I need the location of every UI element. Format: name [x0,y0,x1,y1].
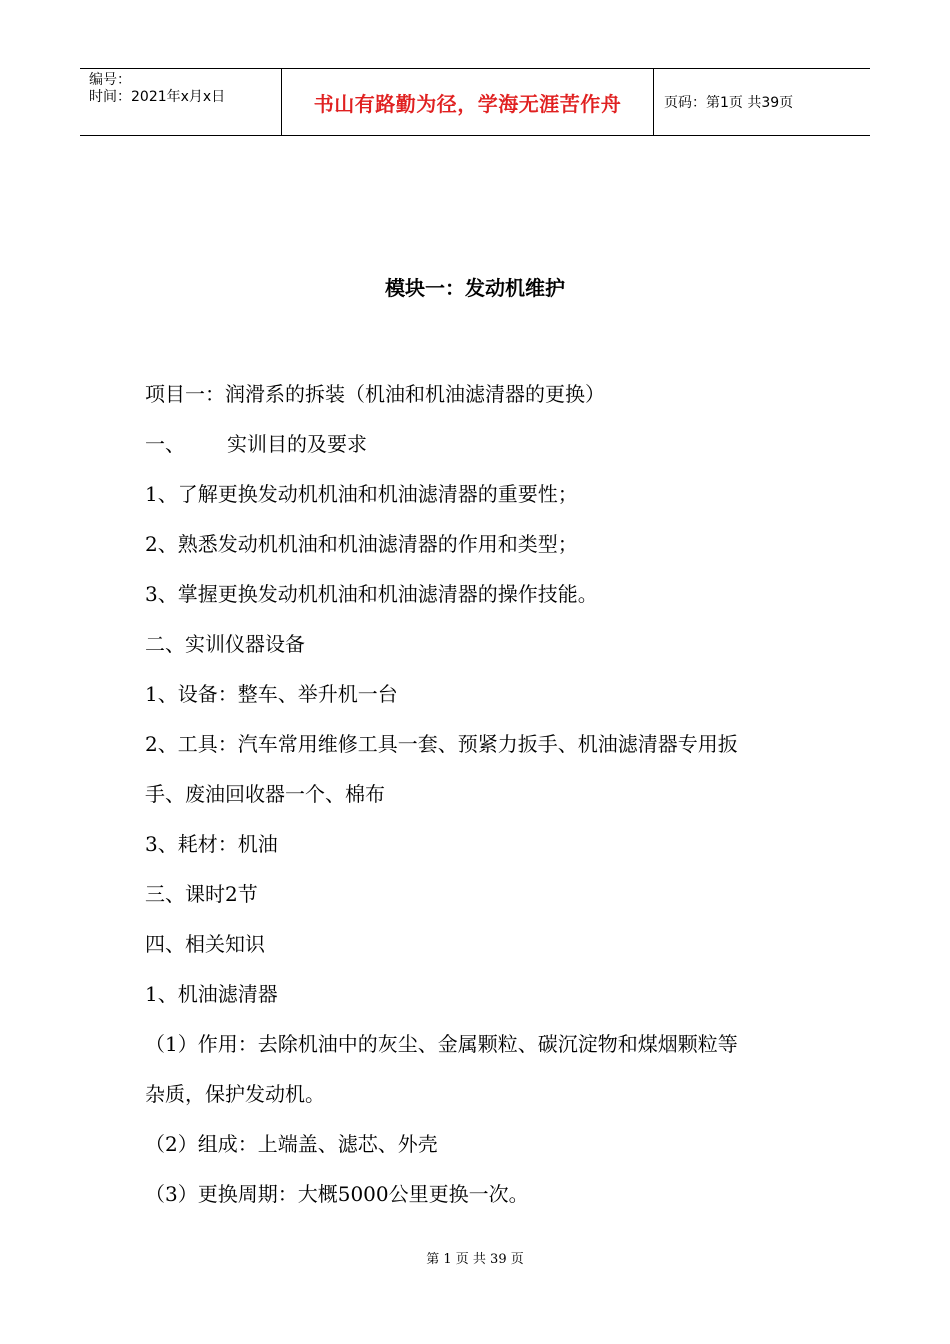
paragraph: 2、工具：汽车常用维修工具一套、预紧力扳手、机油滤清器专用扳 [145,732,738,756]
header-motto: 书山有路勤为径，学海无涯苦作舟 [281,69,654,135]
paragraph: 1、了解更换发动机机油和机油滤清器的重要性； [145,482,578,506]
paragraph: 二、实训仪器设备 [145,632,305,656]
time-label: 时间：2021年x月x日 [89,89,226,105]
paragraph: 3、掌握更换发动机机油和机油滤清器的操作技能。 [145,582,598,606]
paragraph: （3）更换周期：大概5000公里更换一次。 [145,1182,529,1206]
paragraph: （2）组成：上端盖、滤芯、外壳 [145,1132,438,1156]
document-body [145,369,825,1219]
header-page-code: 页码：第1页 共39页 [664,95,794,111]
paragraph: 3、耗材：机油 [145,832,278,856]
paragraph: 2、熟悉发动机机油和机油滤清器的作用和类型； [145,532,578,556]
section-heading: 实训目的及要求 [227,432,367,456]
paragraph: 杂质，保护发动机。 [145,1082,325,1106]
document-header [80,68,870,136]
paragraph: 1、机油滤清器 [145,982,278,1006]
paragraph: 四、相关知识 [145,932,265,956]
header-meta [80,69,281,135]
section-number: 一、 [145,432,185,456]
paragraph: 手、废油回收器一个、棉布 [145,782,385,806]
paragraph: 1、设备：整车、举升机一台 [145,682,398,706]
page-title: 模块一：发动机维护 [385,276,565,300]
paragraph: 项目一：润滑系的拆装（机油和机油滤清器的更换） [145,382,605,406]
page-footer: 第 1 页 共 39 页 [426,1252,524,1267]
paragraph: 三、课时2节 [145,882,258,906]
paragraph: （1）作用：去除机油中的灰尘、金属颗粒、碳沉淀物和煤烟颗粒等 [145,1032,738,1056]
paragraph [145,419,825,469]
number-label: 编号： [89,72,131,88]
